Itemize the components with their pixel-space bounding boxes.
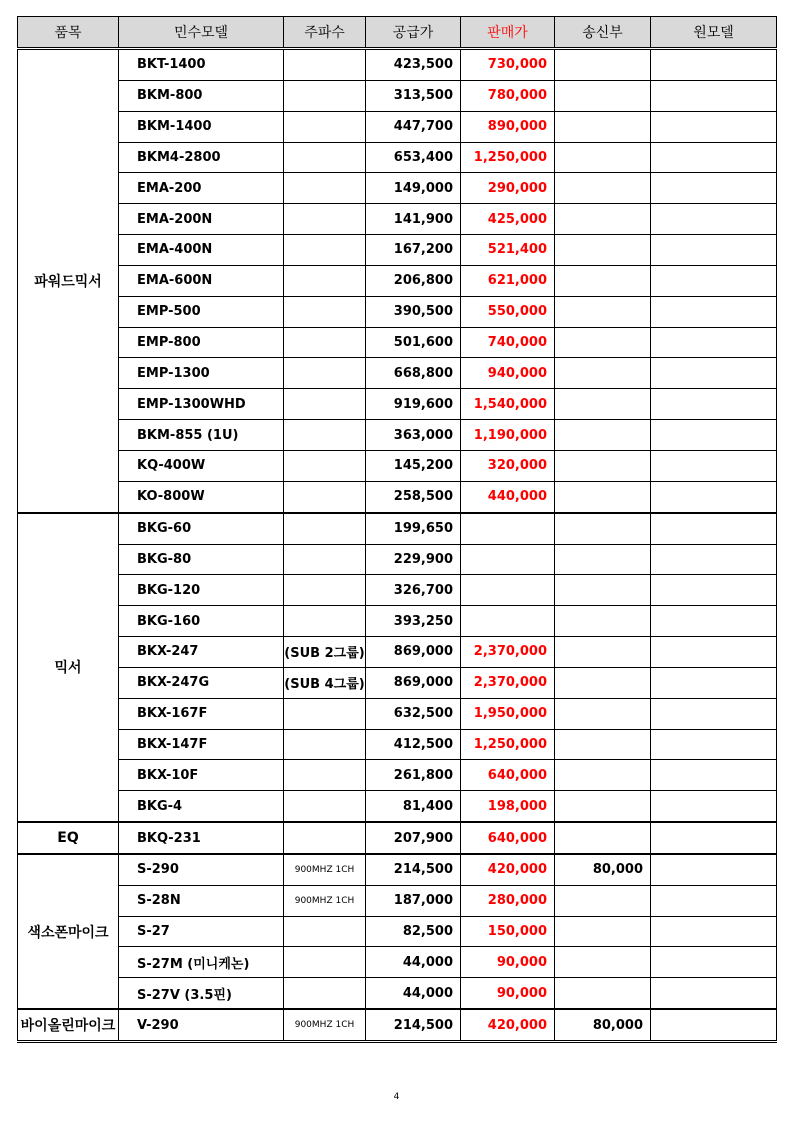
sale-price-cell: 198,000 [461,791,555,822]
model-cell: EMA-600N [119,265,284,296]
frequency-cell [284,822,366,854]
supply-price-cell: 632,500 [366,698,461,729]
sale-price-cell: 890,000 [461,111,555,142]
model-cell: EMP-800 [119,327,284,358]
table-row [18,575,777,606]
model-cell: EMA-200 [119,173,284,204]
transmitter-cell [555,606,651,637]
model-cell: BKM-855 (1U) [119,420,284,451]
table-row [18,389,777,420]
supply-price-cell: 206,800 [366,265,461,296]
table-row [18,204,777,235]
original-model-cell [651,916,777,947]
original-model-cell [651,204,777,235]
original-model-cell [651,854,777,885]
frequency-cell [284,80,366,111]
original-model-cell [651,142,777,173]
original-model-cell [651,111,777,142]
table-row [18,358,777,389]
original-model-cell [651,606,777,637]
original-model-cell [651,173,777,204]
sale-price-cell: 90,000 [461,947,555,978]
transmitter-cell [555,204,651,235]
original-model-cell [651,450,777,481]
supply-price-cell: 149,000 [366,173,461,204]
frequency-cell [284,978,366,1009]
frequency-cell [284,760,366,791]
table-row [18,296,777,327]
table-row [18,885,777,916]
sale-price-cell: 1,540,000 [461,389,555,420]
supply-price-cell: 44,000 [366,978,461,1009]
transmitter-cell [555,111,651,142]
model-cell: V-290 [119,1009,284,1041]
sale-price-cell: 521,400 [461,235,555,266]
sale-price-cell: 90,000 [461,978,555,1009]
supply-price-cell: 423,500 [366,49,461,81]
model-cell: BKT-1400 [119,49,284,81]
model-cell: BKQ-231 [119,822,284,854]
original-model-cell [651,667,777,698]
sale-price-cell: 640,000 [461,822,555,854]
frequency-cell [284,791,366,822]
table-row [18,142,777,173]
frequency-cell [284,235,366,266]
header-sale-price: 판매가 [461,17,555,49]
sale-price-cell: 1,250,000 [461,729,555,760]
table-row [18,111,777,142]
frequency-cell: (SUB 4그룹) [284,667,366,698]
sale-price-cell [461,606,555,637]
table-row [18,947,777,978]
table-row [18,265,777,296]
original-model-cell [651,791,777,822]
original-model-cell [651,327,777,358]
frequency-cell [284,450,366,481]
original-model-cell [651,729,777,760]
original-model-cell [651,637,777,668]
header-original-model: 원모델 [651,17,777,49]
original-model-cell [651,947,777,978]
frequency-cell [284,49,366,81]
header-transmitter: 송신부 [555,17,651,49]
frequency-cell [284,420,366,451]
transmitter-cell [555,142,651,173]
supply-price-cell: 214,500 [366,1009,461,1041]
category-cell: 바이올린마이크 [18,1009,119,1041]
table-row [18,420,777,451]
category-cell: 파워드믹서 [18,49,119,513]
transmitter-cell: 80,000 [555,1009,651,1041]
model-cell: EMP-1300WHD [119,389,284,420]
original-model-cell [651,544,777,575]
frequency-cell [284,204,366,235]
transmitter-cell [555,80,651,111]
sale-price-cell: 1,190,000 [461,420,555,451]
frequency-cell [284,606,366,637]
category-cell: 색소폰마이크 [18,854,119,1009]
table-row [18,606,777,637]
model-cell: BKM-800 [119,80,284,111]
header-supply-price: 공급가 [366,17,461,49]
supply-price-cell: 393,250 [366,606,461,637]
frequency-cell [284,111,366,142]
supply-price-cell: 81,400 [366,791,461,822]
original-model-cell [651,1009,777,1041]
original-model-cell [651,389,777,420]
frequency-cell [284,513,366,544]
transmitter-cell [555,822,651,854]
model-cell: BKX-247G [119,667,284,698]
supply-price-cell: 326,700 [366,575,461,606]
frequency-cell [284,575,366,606]
table-row [18,978,777,1009]
supply-price-cell: 82,500 [366,916,461,947]
original-model-cell [651,358,777,389]
table-row [18,173,777,204]
supply-price-cell: 229,900 [366,544,461,575]
transmitter-cell [555,916,651,947]
transmitter-cell [555,49,651,81]
model-cell: EMA-200N [119,204,284,235]
transmitter-cell [555,575,651,606]
supply-price-cell: 258,500 [366,481,461,512]
table-row [18,1009,777,1041]
sale-price-cell [461,575,555,606]
frequency-cell [284,481,366,512]
sale-price-cell: 550,000 [461,296,555,327]
supply-price-cell: 313,500 [366,80,461,111]
model-cell: BKM-1400 [119,111,284,142]
supply-price-cell: 214,500 [366,854,461,885]
sale-price-cell: 740,000 [461,327,555,358]
supply-price-cell: 44,000 [366,947,461,978]
table-row [18,791,777,822]
supply-price-cell: 390,500 [366,296,461,327]
original-model-cell [651,513,777,544]
table-row [18,80,777,111]
transmitter-cell [555,358,651,389]
original-model-cell [651,420,777,451]
sale-price-cell: 2,370,000 [461,637,555,668]
supply-price-cell: 207,900 [366,822,461,854]
original-model-cell [651,698,777,729]
frequency-cell: 900MHZ 1CH [284,885,366,916]
model-cell: BKM4-2800 [119,142,284,173]
sale-price-cell: 280,000 [461,885,555,916]
table-row [18,760,777,791]
transmitter-cell [555,513,651,544]
page-number: 4 [393,1092,400,1102]
table-row [18,667,777,698]
frequency-cell: (SUB 2그룹) [284,637,366,668]
model-cell: BKG-60 [119,513,284,544]
original-model-cell [651,49,777,81]
original-model-cell [651,760,777,791]
model-cell: S-290 [119,854,284,885]
table-row [18,481,777,512]
header-model: 민수모델 [119,17,284,49]
sale-price-cell [461,544,555,575]
model-cell: BKG-120 [119,575,284,606]
original-model-cell [651,978,777,1009]
transmitter-cell [555,885,651,916]
sale-price-cell: 621,000 [461,265,555,296]
sale-price-cell: 1,250,000 [461,142,555,173]
supply-price-cell: 919,600 [366,389,461,420]
model-cell: EMA-400N [119,235,284,266]
table-row [18,854,777,885]
sale-price-cell: 1,950,000 [461,698,555,729]
transmitter-cell [555,544,651,575]
model-cell: S-27 [119,916,284,947]
transmitter-cell [555,760,651,791]
sale-price-cell: 940,000 [461,358,555,389]
original-model-cell [651,235,777,266]
transmitter-cell [555,791,651,822]
model-cell: BKG-4 [119,791,284,822]
frequency-cell: 900MHZ 1CH [284,1009,366,1041]
model-cell: S-28N [119,885,284,916]
model-cell: EMP-1300 [119,358,284,389]
transmitter-cell [555,389,651,420]
model-cell: S-27M (미니케논) [119,947,284,978]
frequency-cell [284,947,366,978]
transmitter-cell [555,173,651,204]
transmitter-cell [555,729,651,760]
table-row [18,450,777,481]
frequency-cell [284,173,366,204]
sale-price-cell: 320,000 [461,450,555,481]
sale-price-cell: 290,000 [461,173,555,204]
header-category: 품목 [18,17,119,49]
original-model-cell [651,822,777,854]
sale-price-cell: 420,000 [461,1009,555,1041]
transmitter-cell [555,235,651,266]
table-row [18,698,777,729]
original-model-cell [651,885,777,916]
frequency-cell [284,698,366,729]
transmitter-cell [555,978,651,1009]
supply-price-cell: 187,000 [366,885,461,916]
model-cell: KQ-400W [119,450,284,481]
table-body [18,49,777,1042]
table-row [18,513,777,544]
table-row [18,49,777,81]
original-model-cell [651,265,777,296]
frequency-cell [284,265,366,296]
sale-price-cell: 730,000 [461,49,555,81]
table-row [18,822,777,854]
table-row [18,327,777,358]
sale-price-cell: 420,000 [461,854,555,885]
frequency-cell [284,389,366,420]
transmitter-cell [555,265,651,296]
model-cell: BKX-167F [119,698,284,729]
category-cell: 믹서 [18,513,119,822]
transmitter-cell [555,637,651,668]
model-cell: EMP-500 [119,296,284,327]
supply-price-cell: 261,800 [366,760,461,791]
transmitter-cell [555,296,651,327]
frequency-cell [284,296,366,327]
table-row [18,544,777,575]
model-cell: BKG-160 [119,606,284,637]
table-row [18,729,777,760]
table-row [18,916,777,947]
sale-price-cell: 425,000 [461,204,555,235]
frequency-cell [284,729,366,760]
transmitter-cell [555,327,651,358]
table-row [18,235,777,266]
supply-price-cell: 167,200 [366,235,461,266]
supply-price-cell: 145,200 [366,450,461,481]
sale-price-cell: 440,000 [461,481,555,512]
model-cell: S-27V (3.5핀) [119,978,284,1009]
transmitter-cell [555,481,651,512]
original-model-cell [651,575,777,606]
frequency-cell [284,142,366,173]
model-cell: BKG-80 [119,544,284,575]
supply-price-cell: 668,800 [366,358,461,389]
header-frequency: 주파수 [284,17,366,49]
supply-price-cell: 447,700 [366,111,461,142]
sale-price-cell: 150,000 [461,916,555,947]
transmitter-cell [555,947,651,978]
transmitter-cell [555,667,651,698]
category-cell: EQ [18,822,119,854]
supply-price-cell: 412,500 [366,729,461,760]
frequency-cell [284,327,366,358]
sale-price-cell [461,513,555,544]
supply-price-cell: 869,000 [366,667,461,698]
supply-price-cell: 141,900 [366,204,461,235]
table-row [18,637,777,668]
supply-price-cell: 501,600 [366,327,461,358]
sale-price-cell: 780,000 [461,80,555,111]
model-cell: BKX-10F [119,760,284,791]
sale-price-cell: 2,370,000 [461,667,555,698]
original-model-cell [651,296,777,327]
price-table [17,16,777,1043]
original-model-cell [651,481,777,512]
transmitter-cell [555,420,651,451]
supply-price-cell: 653,400 [366,142,461,173]
header-row [18,17,777,49]
transmitter-cell [555,698,651,729]
model-cell: KO-800W [119,481,284,512]
supply-price-cell: 363,000 [366,420,461,451]
frequency-cell [284,916,366,947]
model-cell: BKX-247 [119,637,284,668]
transmitter-cell: 80,000 [555,854,651,885]
model-cell: BKX-147F [119,729,284,760]
frequency-cell [284,544,366,575]
transmitter-cell [555,450,651,481]
supply-price-cell: 199,650 [366,513,461,544]
frequency-cell [284,358,366,389]
frequency-cell: 900MHZ 1CH [284,854,366,885]
supply-price-cell: 869,000 [366,637,461,668]
original-model-cell [651,80,777,111]
sale-price-cell: 640,000 [461,760,555,791]
